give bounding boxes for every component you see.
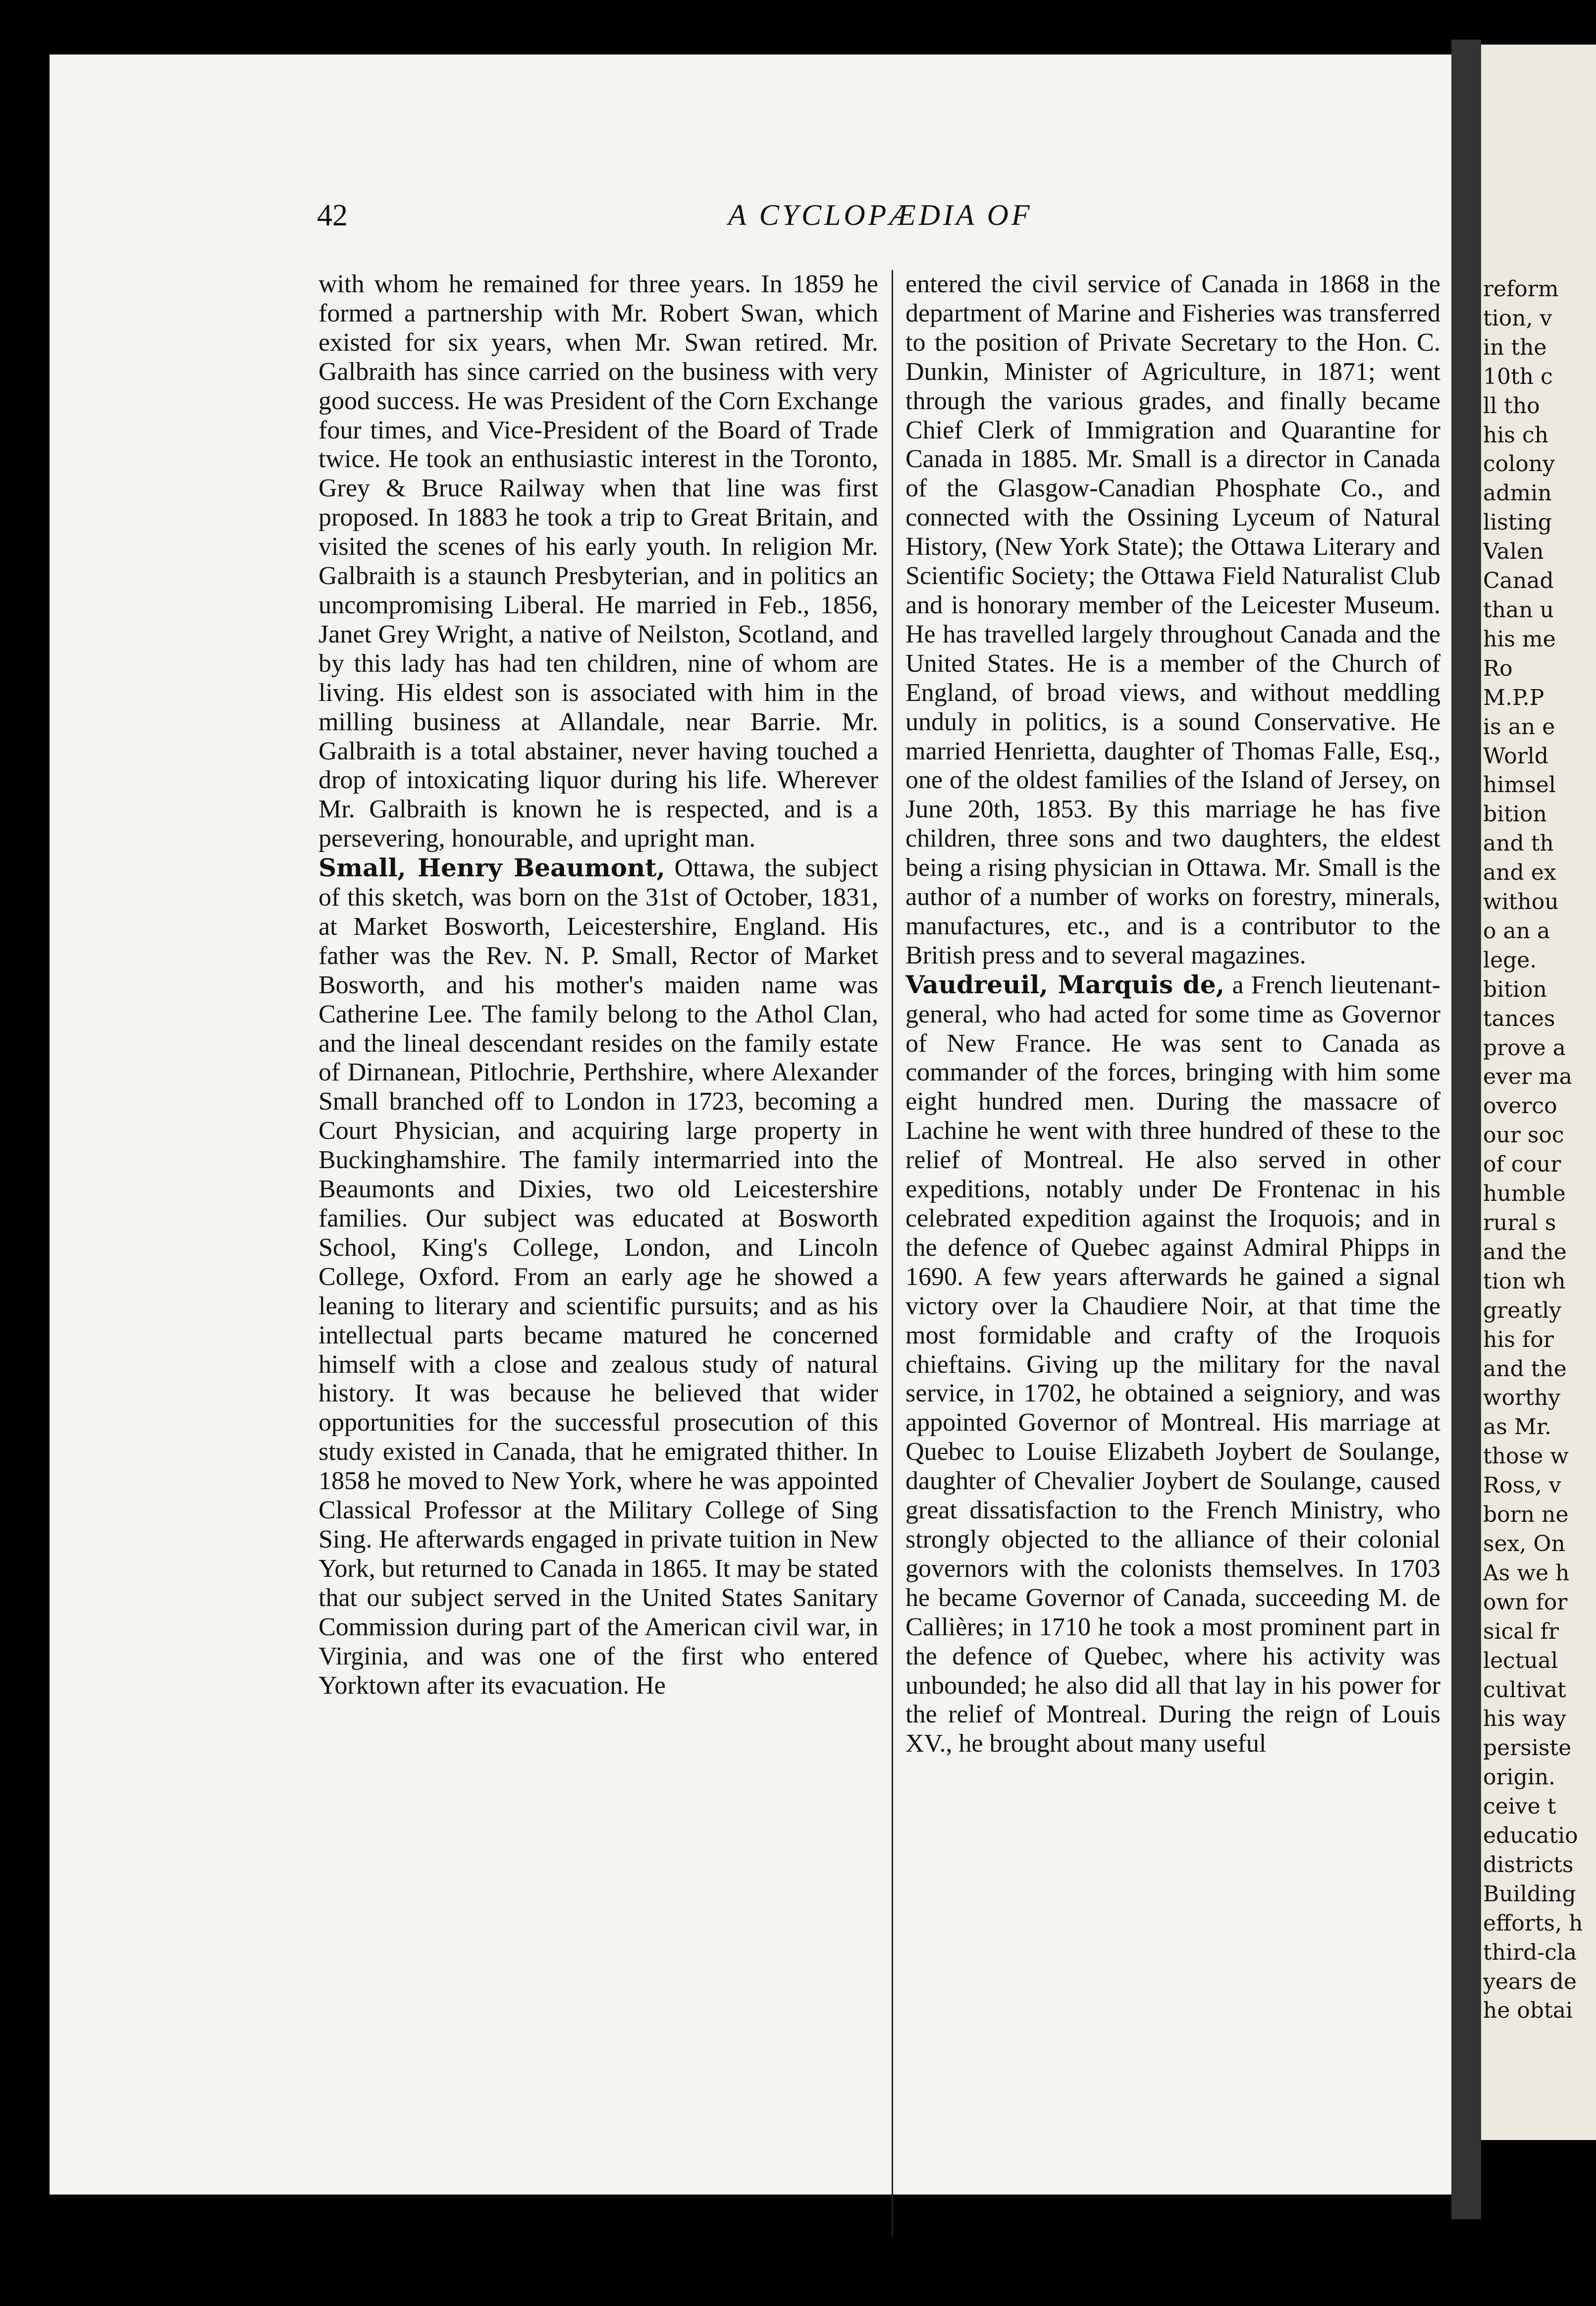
adjacent-page-line: As we h — [1483, 1560, 1570, 1586]
adjacent-page-line: withou — [1483, 889, 1559, 915]
adjacent-page-line: rural s — [1483, 1210, 1556, 1235]
running-head — [317, 198, 1422, 238]
vaudreuil-entry-text: a French lieutenant-general, who had acted for some time as Governor of New France. He was sent to Canada as commander of the forces, bringing with him some eight hundred men. During the massacre of Lachine he went with three hundred of these to the relief of Montreal. He also served in other expeditions, notably under De Frontenac in his celebrated expedition against the Iroquois; and in the defence of Quebec against Admiral Phipps in 1690. A few years afterwards he gained a signal victory over la Chaudiere Noir, at that time the most formidable and crafty of the Iroquois chieftains. Giving up the military for the naval service, in 1702, he obtained a seigniory, and was appointed Governor of Montreal. His marriage at Quebec to Louise Elizabeth Joybert de Soulange, daughter of Chevalier Joybert de Soulange, caused great dissatisfaction to the French Ministry, who strongly objected to the alliance of their colonial governors with the colonists themselves. In 1703 he became Governor of Canada, succeeding M. de Callières; in 1710 he took a most prominent part in the defence of Quebec, where his activity was unbounded; he also did all that lay in his power for the relief of Montreal. During the reign of Louis XV., he brought about many useful — [905, 970, 1441, 1758]
adjacent-page-line: lectual — [1483, 1648, 1558, 1673]
small-entry — [319, 854, 878, 1700]
adjacent-page-line: and ex — [1483, 860, 1556, 886]
adjacent-page-line: those w — [1483, 1444, 1569, 1469]
binding-shadow — [1451, 40, 1481, 2219]
small-entry-text: Ottawa, the subject of this sketch, was born on the 31st of October, 1831, at Market Bosworth, Leicestershire, England. His father was the Rev. N. P. Small, Rector of Market Bosworth, and his mother's maiden name was Catherine Lee. The family belong to the Athol Clan, and the lineal descendant resides on the family estate of Dirnanean, Pitlochrie, Perthshire, where Alexander Small branched off to London in 1723, becoming a Court Physician, and acquiring large property in Buckinghamshire. The family intermarried into the Beaumonts and Dixies, two old Leicestershire families. Our subject was educated at Bosworth School, King's College, London, and Lincoln College, Oxford. From an early age he showed a leaning to literary and scientific pursuits; and as his intellectual parts became matured he concerned himself with a close and zealous study of natural history. It was because he believed that wider opportunities for the successful prosecution of this study existed in Canada, that he emigrated thither. In 1858 he moved to New York, where he was appointed Classical Professor at the Military College of Sing Sing. He afterwards engaged in private tuition in New York, but returned to Canada in 1865. It may be stated that our subject served in the United States Sanitary Commission during part of the American civil war, in Virginia, and was one of the first who entered Yorktown after its evacuation. He — [319, 854, 879, 1700]
running-head-title: A CYCLOPÆDIA OF — [728, 199, 1033, 231]
adjacent-page-line: ll tho — [1483, 393, 1540, 419]
adjacent-page-line: worthy — [1483, 1385, 1561, 1411]
column-rule — [892, 270, 893, 2237]
adjacent-page-line: and the — [1483, 1239, 1567, 1265]
adjacent-page-lines — [1483, 275, 1583, 2026]
adjacent-page-line: sex, On — [1483, 1531, 1565, 1556]
adjacent-page-line: than u — [1483, 597, 1554, 623]
adjacent-page-line: tion, v — [1483, 305, 1552, 331]
adjacent-page-line: and th — [1483, 831, 1554, 857]
adjacent-page-line: years de — [1483, 1969, 1577, 1994]
adjacent-page-line: third-cla — [1483, 1939, 1577, 1965]
vaudreuil-entry — [905, 970, 1440, 1759]
adjacent-page-line: sical fr — [1483, 1618, 1559, 1644]
adjacent-page-line: born ne — [1483, 1502, 1569, 1528]
adjacent-page-line: M.P.P — [1483, 685, 1544, 710]
adjacent-page-line: cultivat — [1483, 1677, 1566, 1703]
adjacent-page-line: listing — [1483, 510, 1552, 536]
adjacent-page-line: Ross, v — [1483, 1473, 1561, 1499]
adjacent-page-line: tion wh — [1483, 1268, 1566, 1294]
adjacent-page-line: he obtai — [1483, 1998, 1573, 2024]
page-number: 42 — [317, 199, 348, 232]
adjacent-page-line: ceive t — [1483, 1794, 1556, 1820]
adjacent-page-line: bition — [1483, 802, 1547, 827]
adjacent-page-line: World — [1483, 743, 1548, 769]
adjacent-page-line: his for — [1483, 1327, 1554, 1352]
entry-name-vaudreuil: Vaudreuil, Marquis de, — [905, 969, 1225, 999]
left-column — [319, 270, 878, 1700]
adjacent-page-line: humble — [1483, 1181, 1566, 1207]
adjacent-page-line: educatio — [1483, 1823, 1578, 1849]
adjacent-page-line: is an e — [1483, 714, 1555, 740]
adjacent-page-line: Canad — [1483, 568, 1554, 594]
adjacent-page-line: himsel — [1483, 772, 1556, 798]
adjacent-page-line: lege. — [1483, 947, 1537, 973]
adjacent-page-line: of cour — [1483, 1152, 1561, 1178]
adjacent-page-line: his me — [1483, 626, 1556, 652]
adjacent-page-fragment — [1481, 45, 1596, 2140]
adjacent-page-line: in the — [1483, 334, 1547, 360]
adjacent-page-line: 10th c — [1483, 364, 1553, 389]
right-column — [905, 270, 1440, 1759]
adjacent-page-line: persiste — [1483, 1735, 1572, 1761]
adjacent-page-line: ever ma — [1483, 1064, 1572, 1090]
adjacent-page-line: colony — [1483, 451, 1555, 477]
adjacent-page-line: prove a — [1483, 1035, 1566, 1061]
adjacent-page-line: Building — [1483, 1881, 1576, 1907]
adjacent-page-line: Ro — [1483, 655, 1513, 681]
adjacent-page-line: bition — [1483, 976, 1547, 1002]
adjacent-page-line: greatly — [1483, 1297, 1562, 1323]
adjacent-page-line: tances — [1483, 1006, 1555, 1031]
entry-name-small: Small, Henry Beaumont, — [319, 853, 665, 883]
adjacent-page-line: his ch — [1483, 422, 1548, 448]
adjacent-page-line: o an a — [1483, 918, 1550, 944]
adjacent-page-line: origin. — [1483, 1765, 1556, 1790]
adjacent-page-line: our soc — [1483, 1123, 1564, 1148]
small-continued-paragraph: entered the civil service of Canada in 1868 in the department of Marine and Fisheries was transferred to the position of Private Secretary to the Hon. C. Dunkin, Minister of Agriculture, in 1871; went through the various grades, and finally became Chief Clerk of Immigration and Quarantine for Canada in 1885. Mr. Small is a director in Canada of the Glasgow-Canadian Phosphate Co., and connected with the Ossining Lyceum of Natural History, (New York State); the Ottawa Literary and Scientific Society; the Ottawa Field Naturalist Club and is honorary member of the Leicester Museum. He has travelled largely throughout Canada and the United States. He is a member of the Church of England, of broad views, and without meddling unduly in politics, is a sound Conservative. He married Henrietta, daughter of Thomas Falle, Esq., one of the oldest families of the Island of Jersey, on June 20th, 1853. By this marriage he has five children, three sons and two daughters, the eldest being a rising physician in Ottawa. Mr. Small is the author of a number of works on forestry, minerals, manufactures, etc., and is a contributor to the British press and to several magazines. — [905, 270, 1440, 969]
adjacent-page-line: overco — [1483, 1093, 1557, 1119]
adjacent-page-line: as Mr. — [1483, 1414, 1552, 1440]
adjacent-page-line: Valen — [1483, 539, 1544, 565]
adjacent-page-line: admin — [1483, 481, 1552, 506]
adjacent-page-line: districts — [1483, 1852, 1574, 1877]
adjacent-page-line: own for — [1483, 1589, 1568, 1615]
adjacent-page-line: reform — [1483, 276, 1559, 302]
galbraith-paragraph: with whom he remained for three years. In 1859 he formed a partnership with Mr. Robert Swan, which existed for six years, when Mr. Swan retired. Mr. Galbraith has since carried on the business with very good success. He was President of the Corn Exchange four times, and Vice-President of the Board of Trade twice. He took an enthusiastic interest in the Toronto, Grey & Bruce Railway when that line was first proposed. In 1883 he took a trip to Great Britain, and visited the scenes of his early youth. In religion Mr. Galbraith is a staunch Presbyterian, and in politics an uncompromising Liberal. He married in Feb., 1856, Janet Grey Wright, a native of Neilston, Scotland, and by this lady has had ten children, nine of whom are living. His eldest son is associated with him in the milling business at Allandale, near Barrie. Mr. Galbraith is a total abstainer, never having touched a drop of intoxicating liquor during his life. Wherever Mr. Galbraith is known he is respected, and is a persevering, honourable, and upright man. — [319, 270, 878, 853]
adjacent-page-line: and the — [1483, 1356, 1567, 1382]
adjacent-page-line: his way — [1483, 1706, 1566, 1732]
adjacent-page-line: efforts, h — [1483, 1910, 1583, 1936]
